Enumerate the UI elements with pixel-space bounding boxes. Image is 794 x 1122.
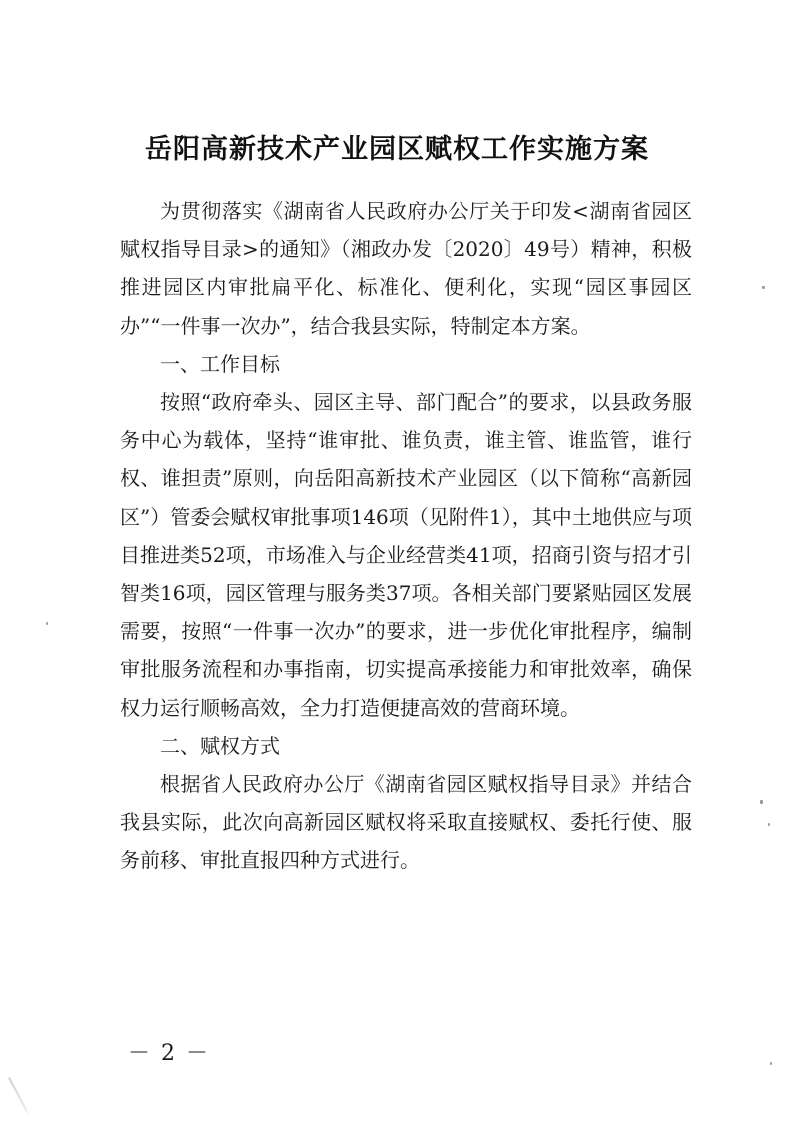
scan-speck [760, 800, 763, 804]
page-number: － 2 － [128, 1041, 210, 1066]
empowerment-methods-paragraph: 根据省人民政府办公厅《湖南省园区赋权指导目录》并结合我县实际，此次向高新园区赋权将采取直接赋权、委托行使、服务前移、审批直报四种方式进行。 [120, 772, 692, 873]
work-goals-paragraph: 按照“政府牵头、园区主导、部门配合”的要求，以县政务服务中心为载体，坚持“谁审批、谁负责，谁主管、谁监管，谁行权、谁担责”原则，向岳阳高新技术产业园区（以下简称“高新园区”）管委会赋权审批事项146项（见附件1），其中土地供应与项目推进类52项，市场准入与企业经营类41项，招商引资与招才引智类16项，园区管理与服务类37项。各相关部门要紧贴园区发展需要，按照“一件事一次办”的要求，进一步优化审批程序，编制审批服务流程和办事指南，切实提高承接能力和审批效率，确保权力运行顺畅高效，全力打造便捷高效的营商环境。 [120, 390, 692, 720]
section-heading-work-goals: 一、工作目标 [160, 351, 280, 376]
scan-speck [768, 823, 770, 826]
intro-paragraph: 为贯彻落实《湖南省人民政府办公厅关于印发<湖南省园区赋权指导目录>的通知》（湘政办发〔2020〕49号）精神，积极推进园区内审批扁平化、标准化、便利化，实现“园区事园区办”“一件事一次办”，结合我县实际，特制定本方案。 [120, 199, 692, 338]
scan-speck [762, 286, 765, 289]
scan-speck [46, 622, 48, 625]
document-body [120, 192, 692, 880]
scan-edge-line [8, 1077, 29, 1113]
scan-speck [770, 1062, 772, 1065]
section-heading-empowerment-methods: 二、赋权方式 [160, 733, 280, 758]
document-title: 岳阳高新技术产业园区赋权工作实施方案 [145, 134, 649, 166]
